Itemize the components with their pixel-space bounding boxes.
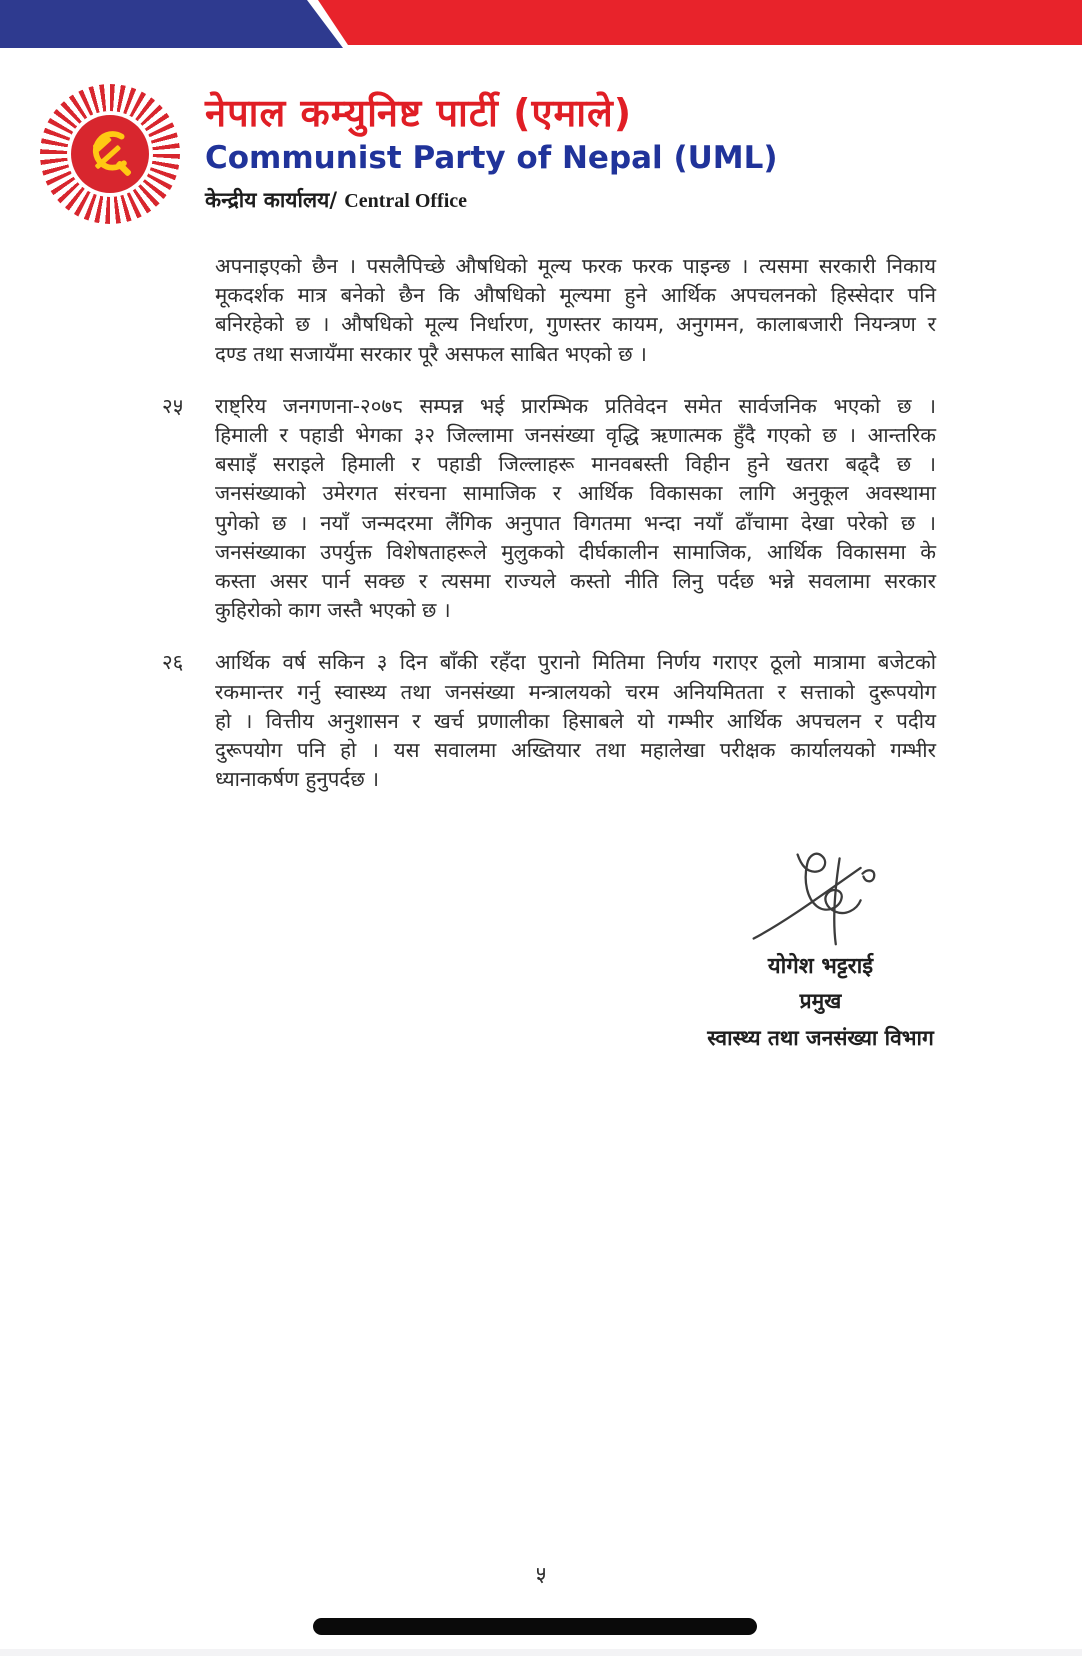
paragraph-line: पुगेको छ । नयाँ जन्मदरमा लैंगिक अनुपात विगतमा भन्दा नयाँ ढाँचामा देखा परेको छ । xyxy=(215,510,936,535)
document-paragraphs xyxy=(162,252,936,817)
paragraph-line: कुहिरोको काग जस्तै भएको छ । xyxy=(215,598,451,623)
paragraph-line: बनिरहेको छ । औषधिको मूल्य निर्धारण, गुणस्तर कायम, अनुगमन, कालाबजारी नियन्त्रण र xyxy=(215,312,936,337)
central-office-line xyxy=(205,186,467,214)
paragraph-line: हिमाली र पहाडी भेगका ३२ जिल्लामा जनसंख्या वृद्धि ऋणात्मक हुँदै गएको छ । आन्तरिक xyxy=(215,423,936,448)
party-name-english: Communist Party of Nepal (UML) xyxy=(205,140,778,176)
paragraph-line: बसाइँ सराइले हिमाली र पहाडी जिल्लाहरू मानवबस्ती विहीन हुने खतरा बढ्दै छ । xyxy=(215,452,936,477)
paragraph-line: जनसंख्याको उमेरगत संरचना सामाजिक र आर्थिक विकासका लागि अनुकूल अवस्थामा xyxy=(215,481,936,506)
paragraph-text xyxy=(215,392,936,626)
paragraph-line: दण्ड तथा सजायँमा सरकार पूरै असफल साबित भएको छ । xyxy=(215,341,647,366)
paragraph-text xyxy=(215,648,936,794)
handwritten-signature xyxy=(736,845,926,950)
party-name-nepali: नेपाल कम्युनिष्ट पार्टी (एमाले) xyxy=(205,91,633,135)
paragraph-line: आर्थिक वर्ष सकिन ३ दिन बाँकी रहँदा पुरानो मितिमा निर्णय गराएर ठूलो मात्रामा बजेटको xyxy=(215,650,936,675)
paragraph xyxy=(162,252,936,369)
paragraph-line: ध्यानाकर्षण हुनुपर्दछ । xyxy=(215,767,379,792)
paragraph xyxy=(162,648,936,794)
signer-title: प्रमुख xyxy=(799,989,842,1013)
paragraph-line: राष्ट्रिय जनगणना-२०७८ सम्पन्न भई प्रारम्भिक प्रतिवेदन समेत सार्वजनिक भएको छ । xyxy=(215,393,936,418)
scan-bottom-bar xyxy=(313,1618,757,1635)
signer-name: योगेश भट्टराई xyxy=(767,954,874,979)
paragraph-line: हो । वित्तीय अनुशासन र खर्च प्रणालीका हिसाबले यो गम्भीर आर्थिक अपचलन र पदीय xyxy=(215,708,936,733)
paragraph-line: दुरूपयोग पनि हो । यस सवालमा अख्तियार तथा महालेखा परीक्षक कार्यालयको गम्भीर xyxy=(215,738,936,763)
paragraph-line: मूकदर्शक मात्र बनेको छैन कि औषधिको मूल्यमा हुने आर्थिक अपचलनको हिस्सेदार पनि xyxy=(215,283,936,308)
paragraph-number xyxy=(162,252,215,369)
office-label-english: Central Office xyxy=(344,190,468,212)
signature-block xyxy=(648,845,993,1052)
paragraph xyxy=(162,392,936,626)
paragraph-number: २५ xyxy=(162,393,184,418)
party-emblem xyxy=(40,84,180,224)
paragraph-text xyxy=(215,252,936,369)
paragraph-number: २६ xyxy=(162,650,184,675)
page-number: ५ xyxy=(535,1562,547,1586)
paragraph-line: रकमान्तर गर्नु स्वास्थ्य तथा जनसंख्या मन्त्रालयको चरम अनियमितता र सत्ताको दुरूपयोग xyxy=(215,679,936,704)
scan-edge-strip xyxy=(0,1649,1082,1656)
office-separator: / xyxy=(329,188,337,212)
paragraph-line: कस्ता असर पार्न सक्छ र त्यसमा राज्यले कस्तो नीति लिनु पर्दछ भन्ने सवलामा सरकार xyxy=(215,569,936,594)
paragraph-line: अपनाइएको छैन । पसलैपिच्छे औषधिको मूल्य फरक फरक पाइन्छ । त्यसमा सरकारी निकाय xyxy=(215,254,936,278)
paragraph-line: जनसंख्याका उपर्युक्त विशेषताहरूले मुलुकको दीर्घकालीन सामाजिक, आर्थिक विकासमा के xyxy=(215,539,936,564)
header-banner-red-stripe xyxy=(318,0,1082,45)
signer-department: स्वास्थ्य तथा जनसंख्या विभाग xyxy=(707,1026,934,1050)
office-label-nepali: केन्द्रीय कार्यालय xyxy=(205,188,330,212)
hammer-and-sickle-icon xyxy=(81,125,139,183)
